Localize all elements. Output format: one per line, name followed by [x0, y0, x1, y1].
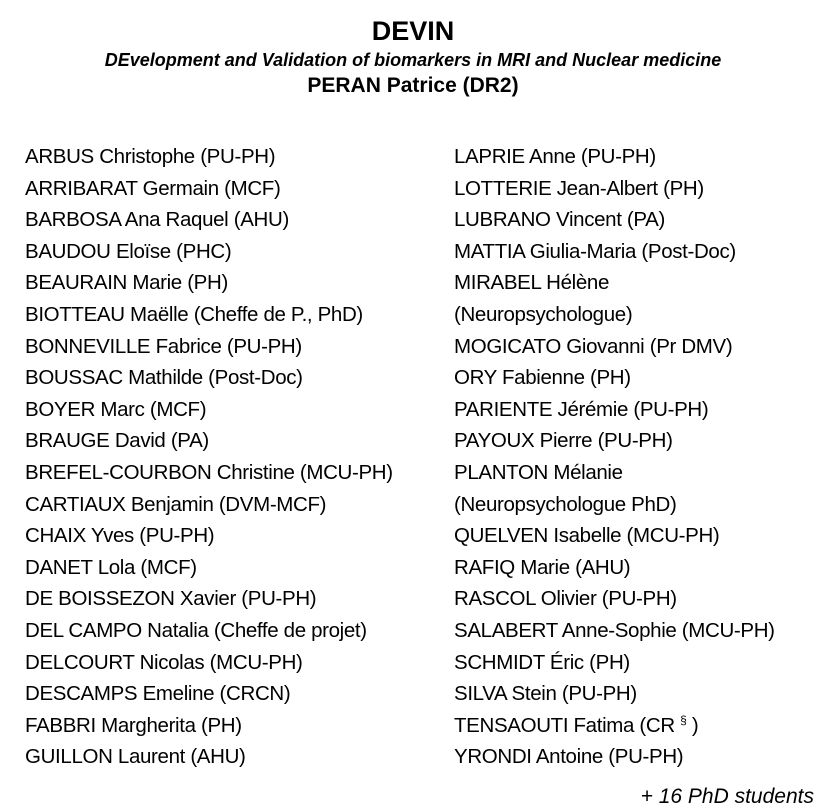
member-item: DEL CAMPO Natalia (Cheffe de projet) [25, 618, 367, 642]
team-title: DEVIN [371, 16, 455, 46]
member-item: BEAURAIN Marie (PH) [25, 271, 228, 295]
member-item: DE BOISSEZON Xavier (PU-PH) [25, 587, 317, 611]
member-item: BIOTTEAU Maëlle (Cheffe de P., PhD) [25, 302, 363, 326]
member-item: ORY Fabienne (PH) [454, 366, 631, 390]
member-item: DESCAMPS Emeline (CRCN) [25, 682, 291, 706]
member-item: ARBUS Christophe (PU-PH) [25, 145, 276, 168]
member-item: BREFEL-COURBON Christine (MCU-PH) [25, 460, 393, 484]
member-item: DELCOURT Nicolas (MCU-PH) [25, 650, 303, 674]
member-item: FABBRI Margherita (PH) [25, 713, 242, 737]
member-item: YRONDI Antoine (PU-PH) [454, 745, 684, 769]
member-item-continuation: (Neuropsychologue) [454, 302, 633, 326]
team-header [0, 14, 826, 100]
member-item: RASCOL Olivier (PU-PH) [454, 587, 677, 611]
member-item: LUBRANO Vincent (PA) [454, 208, 665, 232]
members-list-right [454, 141, 824, 773]
member-item: BONNEVILLE Fabrice (PU-PH) [25, 334, 302, 358]
member-item: LOTTERIE Jean-Albert (PH) [454, 176, 704, 200]
member-item: DANET Lola (MCF) [25, 555, 197, 579]
member-item: CHAIX Yves (PU-PH) [25, 524, 215, 548]
member-item: BOUSSAC Mathilde (Post-Doc) [25, 366, 303, 390]
member-item: MATTIA Giulia-Maria (Post-Doc) [454, 239, 736, 263]
member-item: BARBOSA Ana Raquel (AHU) [25, 208, 289, 232]
member-close-paren: ) [686, 713, 699, 737]
member-item-tensaouti [454, 710, 824, 742]
team-subtitle: DEvelopment and Validation of biomarkers in MRI and Nuclear medicine [104, 50, 722, 70]
member-item: SILVA Stein (PU-PH) [454, 682, 637, 706]
member-item: ARRIBARAT Germain (MCF) [25, 176, 281, 200]
member-item: BOYER Marc (MCF) [25, 397, 207, 421]
member-item: BAUDOU Eloïse (PHC) [25, 239, 232, 263]
member-item: QUELVEN Isabelle (MCU-PH) [454, 524, 720, 548]
member-item: MOGICATO Giovanni (Pr DMV) [454, 334, 733, 358]
team-leader: PERAN Patrice (DR2) [307, 74, 519, 97]
members-list-left [25, 141, 450, 773]
phd-students-note: + 16 PhD students [640, 785, 814, 808]
member-item-continuation: (Neuropsychologue PhD) [454, 492, 677, 516]
member-item: PAYOUX Pierre (PU-PH) [454, 429, 673, 453]
section-superscript: § [680, 712, 687, 727]
member-item: LAPRIE Anne (PU-PH) [454, 145, 656, 168]
member-item: SCHMIDT Éric (PH) [454, 650, 630, 674]
member-name: TENSAOUTI Fatima (CR [454, 713, 675, 737]
member-item: BRAUGE David (PA) [25, 429, 209, 453]
member-item: SALABERT Anne-Sophie (MCU-PH) [454, 618, 775, 642]
member-item: CARTIAUX Benjamin (DVM-MCF) [25, 492, 327, 516]
member-item: PARIENTE Jérémie (PU-PH) [454, 397, 709, 421]
member-item: RAFIQ Marie (AHU) [454, 555, 631, 579]
member-item: MIRABEL Hélène [454, 271, 609, 295]
member-item: PLANTON Mélanie [454, 460, 623, 484]
member-item: GUILLON Laurent (AHU) [25, 745, 246, 769]
